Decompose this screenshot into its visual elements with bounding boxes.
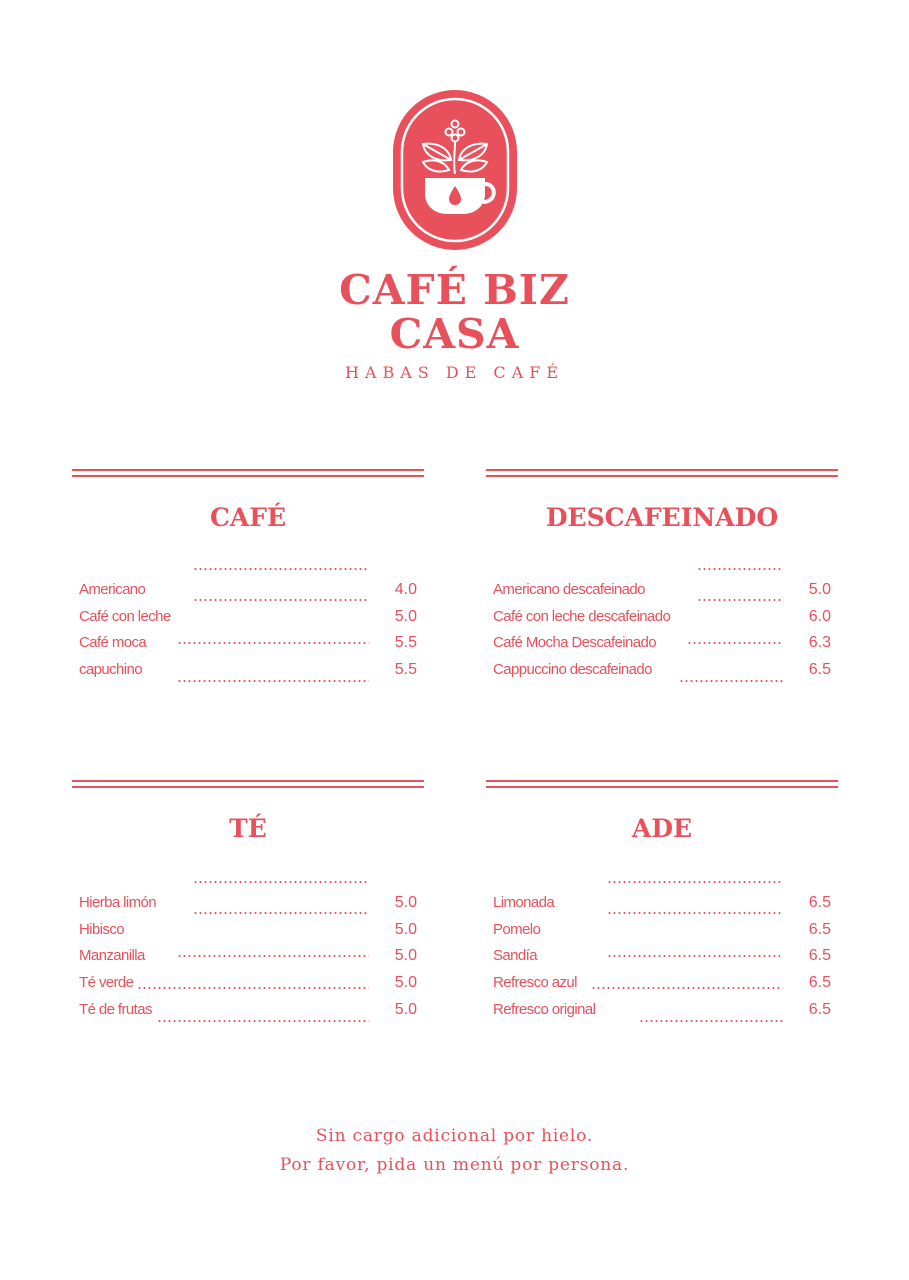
item-name: Americano [79, 581, 146, 598]
item-price: 4.0 [394, 581, 417, 598]
item-name: Té de frutas [79, 1000, 152, 1018]
item-price: 5.5 [394, 661, 417, 679]
item-name: Pomelo [493, 920, 541, 938]
menu-list [72, 890, 424, 1023]
item-name: capuchino [79, 661, 142, 679]
footer-note [0, 1122, 909, 1180]
menu-section-te [72, 780, 424, 1023]
menu-section-descafeinado [486, 469, 838, 684]
section-divider [486, 780, 838, 782]
dot-leader [177, 680, 369, 682]
item-name: Café moca [79, 634, 147, 652]
coffee-cup-with-plant-icon [393, 90, 517, 250]
menu-item [79, 630, 417, 657]
item-name: Hierba limón [79, 894, 156, 911]
item-price: 6.5 [808, 894, 831, 911]
section-title: ADE [631, 814, 693, 843]
item-price: 6.5 [808, 974, 831, 992]
item-name: Refresco azul [493, 974, 577, 992]
menu-section-ade [486, 780, 838, 1023]
dot-leader [697, 599, 783, 601]
item-name: Manzanilla [79, 947, 145, 965]
menu-section-cafe [72, 469, 424, 684]
menu-item [79, 657, 417, 684]
section-title: TÉ [229, 814, 267, 843]
item-name: Sandía [493, 947, 537, 965]
section-title: DESCAFEINADO [545, 503, 779, 532]
item-price: 5.0 [394, 920, 417, 938]
dot-leader [679, 680, 783, 682]
item-name: Americano descafeinado [493, 581, 645, 598]
dot-leader [697, 568, 783, 570]
brand-name-line1: CAFÉ BIZ [339, 266, 570, 314]
dot-leader [607, 912, 783, 914]
dot-leader [193, 599, 369, 601]
menu-list [486, 890, 838, 1023]
item-price: 5.5 [394, 634, 417, 652]
menu-item [493, 997, 831, 1024]
dot-leader [193, 568, 369, 570]
menu-item [493, 943, 831, 970]
menu-item [79, 943, 417, 970]
menu-item [493, 630, 831, 657]
dot-leader [157, 1020, 369, 1022]
dot-leader [177, 955, 369, 957]
item-name: Cappuccino descafeinado [493, 661, 652, 679]
item-name: Café Mocha Descafeinado [493, 634, 656, 652]
item-name: Hibisco [79, 920, 124, 938]
brand-name-line2: CASA [389, 310, 520, 358]
item-name: Café con leche descafeinado [493, 607, 671, 625]
section-divider [486, 469, 838, 471]
item-price: 5.0 [394, 894, 417, 911]
item-price: 6.5 [808, 1000, 831, 1018]
dot-leader [607, 955, 783, 957]
section-title: CAFÉ [209, 503, 287, 532]
item-name: Refresco original [493, 1000, 596, 1018]
menu-item [79, 997, 417, 1024]
section-divider [72, 786, 424, 788]
footer-line: Por favor, pida un menú por persona. [279, 1155, 630, 1175]
dot-leader [177, 642, 369, 644]
menu-item [79, 970, 417, 997]
dot-leader [607, 881, 783, 883]
item-price: 5.0 [394, 974, 417, 992]
menu-item [493, 970, 831, 997]
menu-list [72, 577, 424, 684]
dot-leader [591, 987, 783, 989]
section-divider [486, 475, 838, 477]
section-divider [72, 780, 424, 782]
item-name: Café con leche [79, 607, 171, 625]
dot-leader [137, 987, 369, 989]
dot-leader [639, 1020, 783, 1022]
menu-list [486, 577, 838, 684]
item-name: Limonada [493, 894, 555, 911]
footer-line: Sin cargo adicional por hielo. [315, 1126, 594, 1146]
item-price: 5.0 [394, 947, 417, 965]
item-price: 6.0 [808, 607, 831, 625]
section-divider [72, 469, 424, 471]
dot-leader [687, 642, 783, 644]
section-divider [486, 786, 838, 788]
item-price: 6.5 [808, 661, 831, 679]
item-price: 5.0 [394, 607, 417, 625]
item-price: 5.0 [808, 581, 831, 598]
menu-item [493, 604, 831, 631]
item-price: 6.5 [808, 920, 831, 938]
menu-item [493, 917, 831, 944]
dot-leader [193, 912, 369, 914]
item-name: Té verde [79, 974, 134, 992]
item-price: 6.5 [808, 947, 831, 965]
item-price: 6.3 [808, 634, 831, 652]
section-divider [72, 475, 424, 477]
brand-tagline: HABAS DE CAFÉ [344, 363, 565, 382]
item-price: 5.0 [394, 1000, 417, 1018]
menu-item [493, 657, 831, 684]
menu-item [79, 604, 417, 631]
menu-item [79, 917, 417, 944]
dot-leader [193, 881, 369, 883]
